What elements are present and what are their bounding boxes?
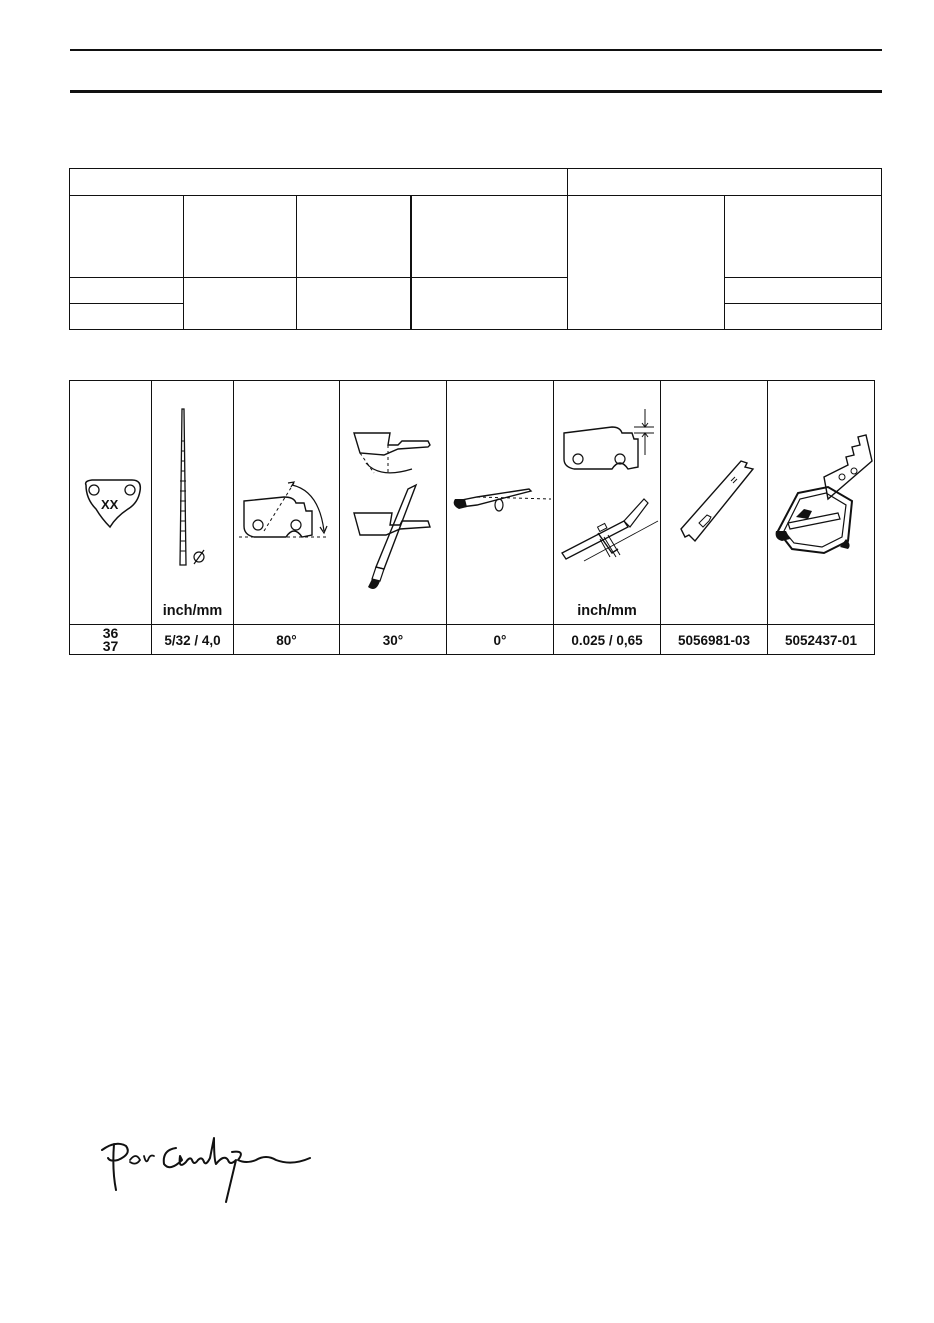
spec-row-line — [70, 195, 881, 196]
cell-side-plate-angle — [340, 381, 446, 624]
cell-drive-link — [70, 381, 151, 624]
spec-row-line — [70, 303, 183, 304]
drive-link-value-bottom: 37 — [102, 638, 119, 654]
depth-gauge-tool-icon — [661, 381, 767, 624]
round-file-icon — [152, 381, 233, 624]
header-rule-top — [70, 49, 882, 51]
value-side-plate-angle: 30° — [382, 632, 404, 648]
depth-unit-label: inch/mm — [577, 603, 637, 619]
spec-col-line — [724, 195, 725, 330]
value-drive-links — [70, 625, 151, 655]
file-unit-label: inch/mm — [162, 603, 223, 619]
spec-row-line — [70, 277, 567, 278]
spec-col-line — [410, 195, 412, 330]
cell-top-plate-angle — [234, 381, 339, 624]
top-plate-angle-icon — [234, 381, 339, 624]
cell-depth-gauge — [554, 381, 660, 624]
side-plate-angle-icon — [340, 381, 446, 624]
spec-col-line — [567, 169, 568, 330]
drive-link-value-top: 36 — [102, 625, 119, 641]
cell-file-tilt-angle — [447, 381, 553, 624]
value-depth-gauge-tool-part: 5056981-03 — [677, 632, 751, 648]
sharpening-table — [69, 380, 875, 655]
gauge-marking: XX — [101, 497, 119, 512]
file-holder-icon — [768, 381, 874, 624]
cell-file-holder — [768, 381, 874, 624]
spec-col-line — [183, 195, 184, 330]
value-file-diameter: 5/32 / 4,0 — [164, 632, 221, 648]
spec-row-line — [724, 277, 881, 278]
signature — [96, 1130, 316, 1210]
drive-link-icon — [70, 381, 151, 624]
value-top-plate-angle: 80° — [276, 632, 297, 648]
value-depth-gauge: 0.025 / 0,65 — [571, 632, 643, 648]
value-file-tilt-angle: 0° — [493, 632, 507, 648]
header-rule-bottom — [70, 90, 882, 93]
cell-file-diameter — [152, 381, 233, 624]
depth-gauge-icon — [554, 381, 660, 624]
value-file-holder-part: 5052437-01 — [784, 632, 858, 648]
file-tilt-angle-icon — [447, 381, 553, 624]
spec-table — [69, 168, 882, 330]
spec-row-line — [724, 303, 881, 304]
cell-depth-gauge-tool — [661, 381, 767, 624]
spec-col-line — [296, 195, 297, 330]
